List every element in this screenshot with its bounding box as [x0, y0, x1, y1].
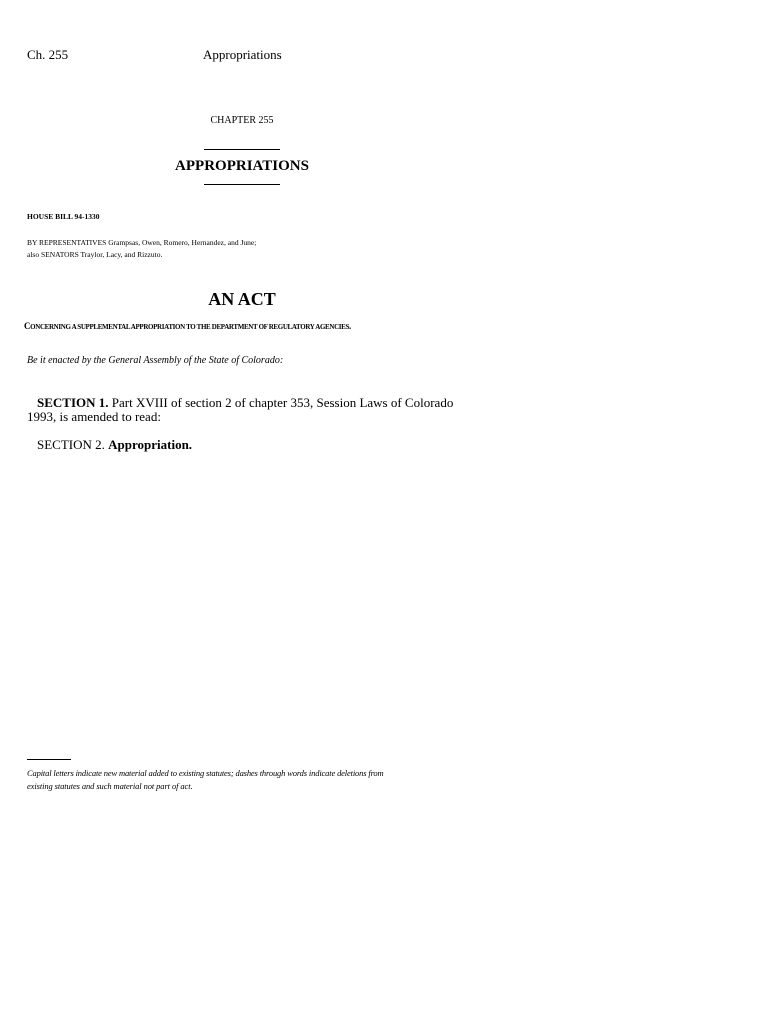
enacting-clause: Be it enacted by the General Assembly of the State of Colorado:: [27, 355, 284, 366]
footnote-rule: [27, 759, 71, 760]
act-heading: AN ACT: [208, 289, 276, 309]
section-2-heading: Appropriation.: [108, 437, 193, 452]
footnote-line-2: existing statutes and such material not part of act.: [27, 781, 193, 791]
section-1-heading: SECTION 1.: [37, 395, 109, 410]
section-2: [37, 437, 192, 453]
section-1-text: Part XVIII of section 2 of chapter 353, Session Laws of Colorado: [111, 395, 454, 410]
bill-number: HOUSE BILL 94-1330: [27, 212, 100, 221]
section-1-line-2: 1993, is amended to read:: [27, 409, 161, 424]
document-title: APPROPRIATIONS: [175, 158, 309, 174]
footnote-line-1: Capital letters indicate new material added to existing statutes; dashes through words indicate deletions from: [27, 768, 384, 778]
title-rule-bottom: [204, 184, 280, 185]
sponsors-line-1: BY REPRESENTATIVES Grampsas, Owen, Romero, Hernandez, and June;: [27, 238, 257, 247]
running-header-title: Appropriations: [203, 47, 282, 62]
running-header-chapter: Ch. 255: [27, 47, 69, 62]
sponsors-line-2: also SENATORS Traylor, Lacy, and Rizzuto.: [27, 250, 163, 259]
concerning-initial: C: [24, 321, 31, 331]
section-2-label: SECTION 2.: [37, 437, 105, 452]
concerning-text: ONCERNING A SUPPLEMENTAL APPROPRIATION TO THE DEPARTMENT OF REGULATORY AGENCIES: [30, 323, 350, 331]
concerning-clause: [24, 321, 351, 331]
chapter-label: CHAPTER 255: [210, 115, 274, 126]
title-rule-top: [204, 149, 280, 150]
concerning-end: .: [349, 321, 351, 331]
